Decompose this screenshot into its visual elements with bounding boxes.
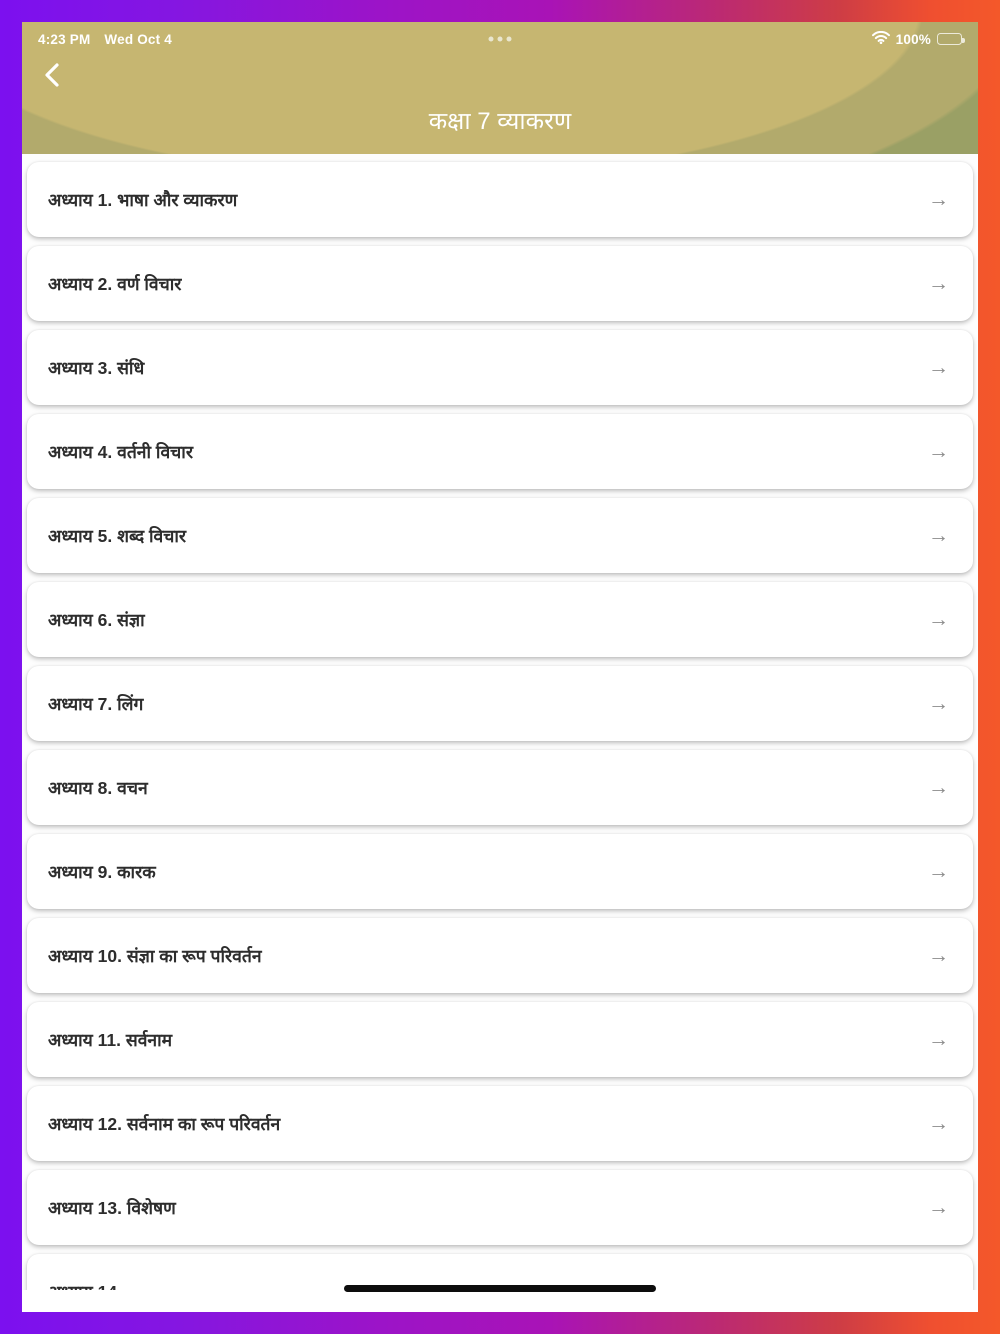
- arrow-right-icon: →: [928, 271, 949, 295]
- header-banner: [22, 22, 978, 154]
- arrow-right-icon: →: [928, 859, 949, 883]
- back-button[interactable]: [36, 60, 68, 94]
- list-item-chapter-4[interactable]: [27, 414, 973, 489]
- list-item-chapter-8[interactable]: [27, 750, 973, 825]
- arrow-right-icon: →: [928, 355, 949, 379]
- list-item-chapter-13[interactable]: [27, 1170, 973, 1245]
- arrow-right-icon: →: [928, 523, 949, 547]
- list-item-label: अध्याय 9. कारक: [48, 861, 156, 882]
- arrow-right-icon: →: [928, 187, 949, 211]
- list-item-label: अध्याय 5. शब्द विचार: [48, 525, 187, 546]
- status-bar: [22, 26, 978, 52]
- list-item-chapter-5[interactable]: [27, 498, 973, 573]
- list-item-label: अध्याय 11. सर्वनाम: [48, 1029, 173, 1050]
- list-item-chapter-9[interactable]: [27, 834, 973, 909]
- status-date: Wed Oct 4: [104, 31, 172, 47]
- list-item-label: अध्याय 6. संज्ञा: [48, 609, 145, 630]
- wifi-icon: [872, 31, 890, 47]
- list-item-chapter-1[interactable]: [27, 162, 973, 237]
- list-item-chapter-7[interactable]: [27, 666, 973, 741]
- list-item-label: अध्याय 1. भाषा और व्याकरण: [48, 189, 238, 210]
- list-item-label: अध्याय 12. सर्वनाम का रूप परिवर्तन: [48, 1113, 281, 1134]
- list-item-label: अध्याय 4. वर्तनी विचार: [48, 441, 193, 462]
- multitask-dots-icon: [489, 37, 512, 42]
- battery-icon: [937, 33, 962, 45]
- chapter-list: [22, 154, 978, 1312]
- list-item-label: अध्याय 8. वचन: [48, 777, 148, 798]
- arrow-right-icon: →: [928, 1195, 949, 1219]
- arrow-right-icon: →: [928, 1027, 949, 1051]
- arrow-right-icon: →: [928, 691, 949, 715]
- home-indicator[interactable]: [344, 1285, 656, 1292]
- list-item-chapter-6[interactable]: [27, 582, 973, 657]
- arrow-right-icon: →: [928, 1111, 949, 1135]
- arrow-right-icon: →: [928, 607, 949, 631]
- list-item-label: अध्याय 2. वर्ण विचार: [48, 273, 182, 294]
- arrow-right-icon: →: [928, 439, 949, 463]
- app-screen: [22, 22, 978, 1312]
- list-item-label: अध्याय 3. संधि: [48, 357, 145, 378]
- arrow-right-icon: →: [928, 775, 949, 799]
- bottom-edge-mask: [22, 1290, 978, 1312]
- chevron-left-icon: [44, 62, 60, 93]
- list-item-label: अध्याय 7. लिंग: [48, 693, 144, 714]
- list-item-chapter-12[interactable]: [27, 1086, 973, 1161]
- arrow-right-icon: →: [928, 943, 949, 967]
- battery-percent: 100%: [895, 31, 931, 47]
- list-item-chapter-10[interactable]: [27, 918, 973, 993]
- page-title: कक्षा 7 व्याकरण: [428, 108, 572, 135]
- list-item-label: अध्याय 10. संज्ञा का रूप परिवर्तन: [48, 945, 262, 966]
- status-time: 4:23 PM: [38, 31, 91, 47]
- list-item-chapter-3[interactable]: [27, 330, 973, 405]
- list-item-label: अध्याय 13. विशेषण: [48, 1197, 176, 1218]
- list-item-chapter-11[interactable]: [27, 1002, 973, 1077]
- list-item-chapter-2[interactable]: [27, 246, 973, 321]
